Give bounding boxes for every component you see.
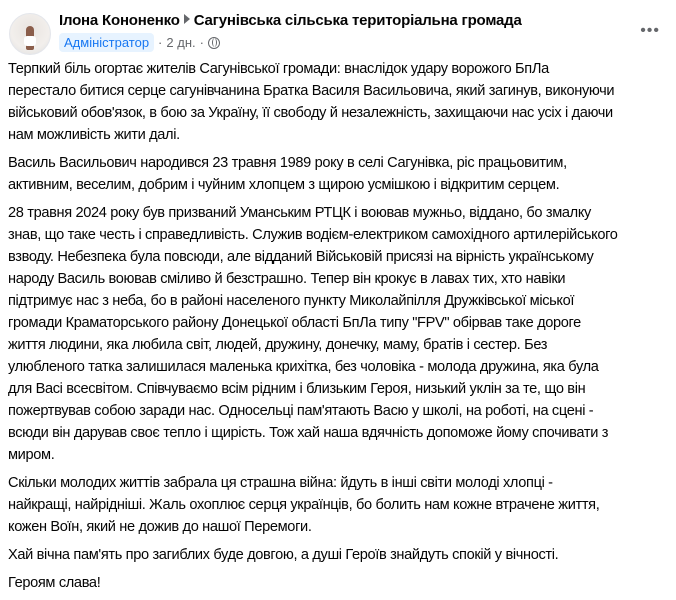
group-name[interactable]: Сагунівська сільська територіальна громада — [193, 12, 522, 29]
text-line: миром. — [8, 447, 55, 463]
text-line: громади Краматорського району Донецької області БпЛа типу "FPV" обірвав таке дороге — [8, 315, 581, 331]
role-badge[interactable]: Адміністратор — [59, 33, 154, 52]
text-line: перестало битися серце сагунівчанина Братка Василя Васильовича, який загинув, виконуючи — [8, 83, 615, 99]
separator: · — [199, 35, 204, 50]
text-line: життя людини, яка любила світ, людей, дружину, донечку, маму, братів і сестер. Без — [8, 337, 548, 353]
post-paragraph — [8, 202, 672, 466]
text-line: улюбленого татка залишилася маленька крихітка, без чоловіка - молода дружина, яка була — [8, 359, 599, 375]
text-line: військовий обов'язок, в бою за Україну, її свободу й незалежність, захищаючи нас усіх і даючи — [8, 105, 613, 121]
text-line: активним, веселим, добрим і чуйним хлопцем з щирою усмішкою і відкритим серцем. — [8, 177, 560, 193]
text-line: Терпкий біль огортає жителів Сагунівської громади: внаслідок удару ворожого БпЛа — [8, 61, 549, 77]
text-line: Василь Васильович народився 23 травня 1989 року в селі Сагунівка, ріс працьовитим, — [8, 155, 567, 171]
text-line: Скільки молодих життів забрала ця страшна війна: йдуть в інші світи молоді хлопці - — [8, 475, 553, 491]
text-line: взводу. Небезпека була повсюди, але відданий Військовій присязі на вірність українському — [8, 249, 594, 265]
post-paragraph — [8, 572, 672, 594]
caret-right-icon — [184, 14, 190, 24]
post-title — [59, 12, 522, 29]
separator: · — [158, 35, 163, 50]
text-line: Хай вічна пам'ять про загиблих буде довгою, а душі Героїв знайдуть спокій у вічності. — [8, 547, 559, 563]
author-name[interactable]: Ілона Кононенко — [59, 12, 180, 29]
text-line: кожен Воїн, який не дожив до нашої Перемоги. — [8, 519, 312, 535]
post-header — [0, 0, 676, 58]
text-line: нам можливість жити далі. — [8, 127, 180, 143]
text-line: знав, що таке честь і справедливість. Служив водієм-електриком самохідного артилерійського — [8, 227, 618, 243]
text-line: всюди він дарував своє тепло і щирість. Тож хай наша вдячність допоможе йому спочивати з — [8, 425, 609, 441]
post-meta — [59, 33, 220, 52]
text-line: 28 травня 2024 року був призваний Уманським РТЦК і воював мужньо, віддано, бо змалку — [8, 205, 591, 221]
post-text — [8, 58, 672, 600]
text-line: для Васі всесвітом. Співчуваємо всім рідним і близьким Героя, низький уклін за те, що він — [8, 381, 586, 397]
globe-icon — [208, 37, 220, 49]
avatar[interactable] — [9, 13, 51, 55]
post-paragraph — [8, 152, 672, 196]
text-line: підтримує нас з неба, бо в районі населеного пункту Миколайпілля Дружківської міської — [8, 293, 575, 309]
post-time[interactable]: 2 дн. — [166, 35, 196, 50]
text-line: народу Василь воював сміливо й безстрашно. Тепер він крокує в лавах тих, хто навіки — [8, 271, 566, 287]
post-paragraph — [8, 544, 672, 566]
more-options-button[interactable]: ••• — [640, 22, 660, 39]
post-paragraph — [8, 472, 672, 538]
post-paragraph — [8, 58, 672, 146]
text-line: пожертвував собою заради нас. Односельці пам'ятають Васю у школі, на роботі, на сцені - — [8, 403, 594, 419]
text-line: найкращі, найрідніші. Жаль охоплює серця українців, бо болить нам кожне втрачене життя, — [8, 497, 600, 513]
text-line: Героям слава! — [8, 575, 101, 591]
